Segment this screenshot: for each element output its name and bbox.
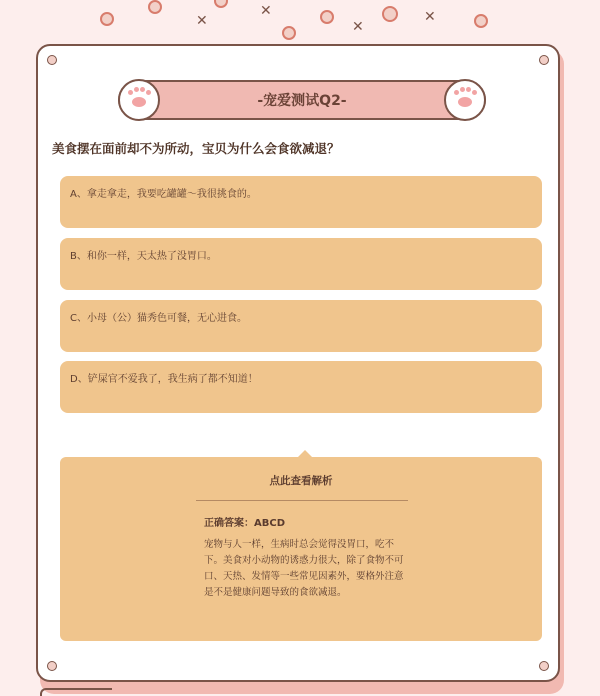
cross-decoration: ✕ bbox=[196, 13, 208, 29]
option-c[interactable]: C、小母（公）猫秀色可餐，无心进食。 bbox=[60, 300, 542, 352]
answer-notch bbox=[298, 450, 312, 457]
option-d[interactable]: D、铲屎官不爱我了，我生病了都不知道！ bbox=[60, 361, 542, 413]
option-b[interactable]: B、和你一样，天太热了没胃口。 bbox=[60, 238, 542, 290]
answer-panel bbox=[60, 457, 542, 641]
corner-dot bbox=[47, 55, 57, 65]
corner-dot bbox=[539, 661, 549, 671]
title-banner bbox=[118, 80, 486, 120]
dot-decoration bbox=[474, 14, 488, 28]
dot-decoration bbox=[282, 26, 296, 40]
question-text: 美食摆在面前却不为所动，宝贝为什么会食欲减退？ bbox=[52, 141, 340, 156]
next-card-edge bbox=[40, 688, 112, 696]
answer-explanation: 宠物与人一样，生病时总会觉得没胃口，吃不下。美食对小动物的诱惑力很大，除了食物不可口、天热、发情等一些常见因素外，要格外注意是不是健康问题导致的食欲减退。 bbox=[204, 539, 404, 598]
dot-decoration bbox=[100, 12, 114, 26]
dot-decoration bbox=[214, 0, 228, 8]
page-title: -宠爱测试Q2- bbox=[257, 93, 347, 109]
correct-answer: 正确答案：ABCD bbox=[204, 518, 286, 529]
dot-decoration bbox=[382, 6, 398, 22]
divider bbox=[196, 500, 408, 501]
corner-dot bbox=[539, 55, 549, 65]
option-a[interactable]: A、拿走拿走，我要吃罐罐～我很挑食的。 bbox=[60, 176, 542, 228]
cross-decoration: ✕ bbox=[352, 19, 364, 35]
quiz-card bbox=[36, 44, 560, 682]
view-analysis-button[interactable]: 点此查看解析 bbox=[269, 475, 333, 487]
dot-decoration bbox=[320, 10, 334, 24]
cross-decoration: ✕ bbox=[424, 9, 436, 25]
dot-decoration bbox=[148, 0, 162, 14]
cross-decoration: ✕ bbox=[260, 3, 272, 19]
corner-dot bbox=[47, 661, 57, 671]
paw-icon bbox=[444, 79, 486, 121]
paw-icon bbox=[118, 79, 160, 121]
